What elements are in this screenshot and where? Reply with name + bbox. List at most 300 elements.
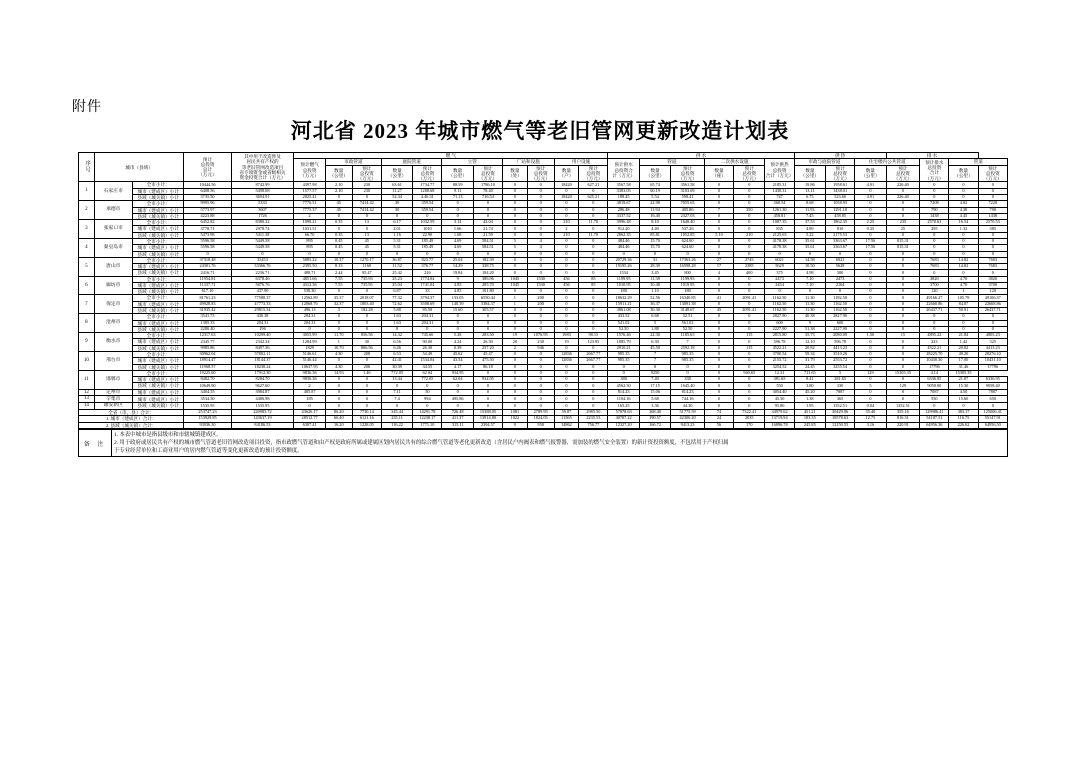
table-cell: 182.39 bbox=[473, 257, 502, 263]
table-cell: 0 bbox=[527, 396, 554, 403]
table-cell: 400 bbox=[734, 270, 765, 276]
table-cell: 200 bbox=[527, 301, 554, 307]
header-water-secondary: 二次供水设施 bbox=[704, 159, 765, 165]
table-cell: 0 bbox=[978, 245, 1007, 251]
table-cell: 1.50 bbox=[855, 333, 886, 339]
table-cell: 1.88 bbox=[639, 326, 670, 332]
table-cell: 0 bbox=[503, 358, 528, 364]
table-cell: 0 bbox=[527, 220, 554, 226]
table-cell: 165.25 bbox=[608, 403, 639, 410]
table-cell: 0 bbox=[855, 282, 886, 288]
table-cell: 0 bbox=[886, 276, 920, 282]
table-cell: 0 bbox=[920, 251, 949, 257]
table-cell: 6378.46 bbox=[231, 276, 294, 282]
table-cell: 0 bbox=[704, 326, 733, 332]
row-sublabel: 城市（建成区）小计 bbox=[132, 282, 184, 288]
table-cell: 9250 bbox=[639, 370, 670, 376]
table-cell: 5.28 bbox=[442, 333, 473, 339]
table-cell: 45 bbox=[352, 245, 381, 251]
table-cell: 6.68 bbox=[639, 314, 670, 320]
row-sublabel: 县域（城关镇）小计 bbox=[132, 194, 184, 200]
table-cell: 2570.63 bbox=[920, 220, 949, 226]
table-cell: 4.45 bbox=[949, 213, 978, 219]
table-cell: 10.48 bbox=[639, 282, 670, 288]
table-cell: 7.40 bbox=[639, 377, 670, 383]
table-cell: 385 bbox=[978, 226, 1007, 232]
row-sublabel: 县域（城关镇）小计 bbox=[132, 308, 184, 314]
table-cell: 0 bbox=[325, 213, 352, 219]
table-cell: 5 bbox=[503, 238, 528, 244]
header-drain-pipe-qty: 数量 （公里） bbox=[949, 165, 978, 182]
table-cell: 16340.85 bbox=[671, 295, 705, 301]
table-cell: 4.91 bbox=[855, 182, 886, 188]
table-cell: 0 bbox=[826, 289, 855, 295]
table-cell: 0 bbox=[886, 232, 920, 238]
table-cell: 0 bbox=[352, 314, 381, 320]
table-cell: 77588.37 bbox=[231, 295, 294, 301]
table-cell: 77.32 bbox=[381, 295, 412, 301]
table-cell: 0 bbox=[886, 358, 920, 364]
table-cell: 1098.21 bbox=[294, 220, 325, 226]
table-cell: 0 bbox=[886, 213, 920, 219]
table-cell: 523.60 bbox=[826, 194, 855, 200]
table-cell: 12836 bbox=[554, 352, 579, 358]
table-cell: 19.84 bbox=[442, 270, 473, 276]
table-cell: 3337.52 bbox=[608, 213, 639, 219]
table-cell: 0 bbox=[352, 403, 381, 410]
table-cell: 0 bbox=[949, 320, 978, 326]
table-cell: 286.48 bbox=[608, 207, 639, 213]
table-cell: 8742.99 bbox=[231, 182, 294, 188]
table-cell: 11565 bbox=[554, 416, 579, 422]
table-cell: 0 bbox=[554, 308, 579, 314]
table-cell: 4.82 bbox=[949, 201, 978, 207]
table-cell: 0 bbox=[554, 207, 579, 213]
table-cell: 17796 bbox=[920, 364, 949, 370]
table-cell: 5876.76 bbox=[231, 282, 294, 288]
table-cell: 985.35 bbox=[671, 352, 705, 358]
table-cell: 0 bbox=[886, 201, 920, 207]
table-cell: 31.79 bbox=[794, 358, 825, 364]
table-cell: 0 bbox=[554, 301, 579, 307]
header-heat-total: 预计供热 总投资 合计（万元） bbox=[765, 159, 794, 182]
table-cell: 617.10 bbox=[184, 289, 231, 295]
table-cell: 0 bbox=[527, 270, 554, 276]
plan-table-container bbox=[78, 152, 1008, 429]
table-cell: 985.35 bbox=[608, 358, 639, 364]
table-cell: 0 bbox=[734, 396, 765, 403]
table-cell: 3148.67 bbox=[671, 308, 705, 314]
table-cell: 30 bbox=[352, 339, 381, 345]
table-cell: 95.80 bbox=[765, 403, 794, 410]
row-index: 7 bbox=[79, 295, 95, 314]
table-cell: 0 bbox=[734, 377, 765, 383]
table-cell: 747 bbox=[765, 194, 794, 200]
table-cell: 1.68 bbox=[442, 232, 473, 238]
table-cell: 2416.71 bbox=[184, 270, 231, 276]
table-cell: 0 bbox=[473, 213, 502, 219]
table-cell: 182.28 bbox=[352, 308, 381, 314]
header-gas-riser: 立管 bbox=[442, 159, 503, 165]
table-cell: 6.53 bbox=[381, 352, 412, 358]
table-cell: 4223.88 bbox=[184, 213, 231, 219]
table-cell: 355.16 bbox=[886, 409, 920, 415]
row-sublabel: 城市（建成区）小计 bbox=[132, 339, 184, 345]
header-gas-riser-qty: 数量 （公里） bbox=[442, 165, 473, 182]
table-cell: 584.51 bbox=[473, 245, 502, 251]
header-water-group: 供 水 bbox=[608, 153, 794, 159]
row-sublabel: 县域（城关镇）小计 bbox=[132, 289, 184, 295]
table-cell: 2327.03 bbox=[671, 213, 705, 219]
table-cell: 0 bbox=[855, 270, 886, 276]
table-cell: 0 bbox=[704, 245, 733, 251]
row-sublabel: 县域（城关镇）小计 bbox=[132, 251, 184, 257]
table-cell: 3 bbox=[325, 308, 352, 314]
table-cell: 29815.34 bbox=[231, 308, 294, 314]
table-cell: 3778.71 bbox=[184, 226, 231, 232]
table-cell: 0.45 bbox=[325, 245, 352, 251]
table-cell: 78.40 bbox=[473, 188, 502, 194]
table-cell: 895 bbox=[294, 238, 325, 244]
table-cell: 32.37 bbox=[325, 301, 352, 307]
table-cell: 5 bbox=[855, 383, 886, 389]
table-cell: 12317.63 bbox=[184, 333, 231, 339]
table-cell: 49106.37 bbox=[978, 295, 1007, 301]
total-label: 全省（市、县）合计： bbox=[79, 409, 184, 415]
table-cell: 0 bbox=[527, 326, 554, 332]
table-cell: 0 bbox=[381, 251, 412, 257]
row-index: 12 bbox=[79, 389, 95, 396]
table-cell: 28512.77 bbox=[294, 416, 325, 422]
table-cell: 2827.90 bbox=[765, 314, 794, 320]
table-cell: 45.50 bbox=[765, 396, 794, 403]
table-cell: 10444.56 bbox=[184, 182, 231, 188]
table-cell: 0 bbox=[231, 251, 294, 257]
table-cell: 11.30 bbox=[794, 295, 825, 301]
table-cell: 230 bbox=[527, 339, 554, 345]
table-cell: 26437.71 bbox=[920, 308, 949, 314]
table-cell: 958 bbox=[527, 422, 554, 428]
table-cell: 0 bbox=[527, 257, 554, 263]
table-cell: 1031.51 bbox=[294, 226, 325, 232]
row-index: 13 bbox=[79, 396, 95, 403]
table-cell: 0 bbox=[442, 251, 473, 257]
table-cell: 129 bbox=[886, 383, 920, 389]
table-cell: 31.46 bbox=[949, 364, 978, 370]
table-cell: 7 bbox=[704, 207, 733, 213]
table-cell: 9 bbox=[794, 320, 825, 326]
table-cell: 50.91 bbox=[949, 308, 978, 314]
table-cell: 0 bbox=[920, 326, 949, 332]
table-cell: 5 bbox=[639, 320, 670, 326]
table-cell: 0 bbox=[920, 314, 949, 320]
table-cell: 0 bbox=[855, 276, 886, 282]
table-cell: 4895.22 bbox=[920, 333, 949, 339]
table-cell: 9627.60 bbox=[231, 383, 294, 389]
table-cell: 45 bbox=[704, 308, 733, 314]
table-cell: 624.60 bbox=[671, 245, 705, 251]
table-cell: 0 bbox=[920, 245, 949, 251]
table-cell: 5.31 bbox=[381, 238, 412, 244]
table-cell: 0 bbox=[734, 389, 765, 396]
table-cell: 0 bbox=[503, 352, 528, 358]
table-cell: 9058.00 bbox=[920, 383, 949, 389]
table-cell: 36.30 bbox=[639, 308, 670, 314]
table-cell: 0 bbox=[734, 326, 765, 332]
table-cell: 305.57 bbox=[473, 308, 502, 314]
table-cell: 0 bbox=[503, 289, 528, 295]
table-cell: 0 bbox=[413, 383, 442, 389]
table-cell: 57802.11 bbox=[231, 352, 294, 358]
header-gas-city-pipe: 市政管道 bbox=[325, 159, 381, 165]
table-cell: 12.10 bbox=[794, 339, 825, 345]
table-cell: 4.30 bbox=[325, 352, 352, 358]
table-cell: 0 bbox=[704, 377, 733, 383]
table-cell: 21.74 bbox=[473, 226, 502, 232]
table-cell: 5 bbox=[826, 370, 855, 376]
table-cell: 35.73 bbox=[794, 333, 825, 339]
table-cell: 458.85 bbox=[826, 213, 855, 219]
table-cell: 19225.60 bbox=[184, 370, 231, 376]
row-city: 保定市 bbox=[94, 295, 132, 314]
table-cell: 5.54 bbox=[639, 194, 670, 200]
table-cell: 3819.67 bbox=[608, 201, 639, 207]
header-gas-total: 预计燃气 总投资 （万元） bbox=[294, 159, 325, 182]
table-cell: 81761.23 bbox=[184, 295, 231, 301]
table-cell: 0 bbox=[734, 352, 765, 358]
table-cell: 22.30 bbox=[639, 333, 670, 339]
table-cell: 0 bbox=[503, 251, 528, 257]
table-cell: 0 bbox=[704, 226, 733, 232]
table-cell: 0 bbox=[855, 201, 886, 207]
table-cell: 28.39 bbox=[639, 264, 670, 270]
table-cell: 1.63 bbox=[381, 314, 412, 320]
table-cell: 0 bbox=[473, 326, 502, 332]
table-cell: 13 bbox=[352, 232, 381, 238]
table-cell: 15385.35 bbox=[949, 370, 978, 376]
table-cell: 0 bbox=[503, 320, 528, 326]
table-cell: 3383.05 bbox=[608, 188, 639, 194]
table-cell: 19.86 bbox=[794, 182, 825, 188]
table-cell: 488.71 bbox=[294, 270, 325, 276]
table-cell: 0 bbox=[554, 314, 579, 320]
table-cell: 12562.89 bbox=[294, 295, 325, 301]
table-cell: 0 bbox=[352, 251, 381, 257]
row-city: 邯郸市 bbox=[94, 370, 132, 389]
table-cell: 0 bbox=[886, 308, 920, 314]
table-cell: 0 bbox=[554, 188, 579, 194]
table-cell: 62.04 bbox=[413, 370, 442, 376]
table-cell: 386.96 bbox=[473, 276, 502, 282]
row-city: 辛集市 bbox=[94, 396, 132, 403]
table-cell: 0 bbox=[855, 345, 886, 351]
table-cell: 1958.61 bbox=[826, 182, 855, 188]
table-cell: 0 bbox=[503, 201, 528, 207]
table-cell: 253747.23 bbox=[184, 409, 231, 415]
table-cell: 185.49 bbox=[413, 238, 442, 244]
table-cell: 0 bbox=[579, 320, 608, 326]
table-cell: 2 bbox=[554, 226, 579, 232]
header-gas-user-qty: 数量 （户） bbox=[554, 165, 579, 182]
table-cell: 4 bbox=[527, 245, 554, 251]
table-cell: 3363.67 bbox=[826, 245, 855, 251]
row-city: 衡水市 bbox=[94, 333, 132, 352]
table-cell: 1774.04 bbox=[413, 276, 442, 282]
table-cell: 0 bbox=[527, 364, 554, 370]
note-line-2: 2. 用于政府或居民共有产权的城市燃气管道老旧管网改造项目投资，指市政燃气管道和由产权是政府所属或建属区划内居民共有的综合燃气管道等老化更新改造（含居民户内阀表和燃气报警器，需加装的燃气安全装置）的新计资投资额度，不包括用于产权归属 bbox=[114, 440, 729, 447]
table-cell: 0 bbox=[704, 276, 733, 282]
table-cell: 625.21 bbox=[579, 194, 608, 200]
table-cell: 1270.17 bbox=[352, 257, 381, 263]
table-cell: 0 bbox=[886, 257, 920, 263]
table-cell: 0 bbox=[579, 289, 608, 295]
table-cell: 0 bbox=[442, 213, 473, 219]
table-cell: 2035 bbox=[734, 416, 765, 422]
table-cell: 0 bbox=[949, 270, 978, 276]
table-cell: 52.56 bbox=[639, 295, 670, 301]
table-cell: 0 bbox=[527, 377, 554, 383]
row-index: 11 bbox=[79, 370, 95, 389]
table-cell: 50 bbox=[413, 389, 442, 396]
table-cell: 0 bbox=[704, 339, 733, 345]
table-cell: 19 bbox=[503, 333, 528, 339]
table-cell: 17.15 bbox=[639, 383, 670, 389]
table-cell: 3700 bbox=[978, 282, 1007, 288]
table-cell: 35.61 bbox=[794, 238, 825, 244]
table-cell: 0 bbox=[503, 389, 528, 396]
table-cell: 3567.58 bbox=[608, 182, 639, 188]
table-cell: 71.13 bbox=[442, 194, 473, 200]
table-cell: 1648.40 bbox=[671, 220, 705, 226]
table-cell: 14.58 bbox=[794, 257, 825, 263]
table-cell: 0 bbox=[671, 251, 705, 257]
table-cell: 0 bbox=[442, 314, 473, 320]
table-cell: 4 bbox=[527, 238, 554, 244]
table-cell: 56 bbox=[704, 422, 733, 428]
table-cell: 600 bbox=[765, 320, 794, 326]
table-cell: 0 bbox=[527, 383, 554, 389]
table-cell: 295 bbox=[920, 226, 949, 232]
table-cell: 0 bbox=[527, 201, 554, 207]
table-cell: 0 bbox=[855, 295, 886, 301]
table-cell: 129986.41 bbox=[920, 409, 949, 415]
table-cell: 133.05 bbox=[442, 295, 473, 301]
table-cell: 21.87 bbox=[949, 377, 978, 383]
table-cell: 85 bbox=[579, 276, 608, 282]
table-cell: 120 bbox=[920, 289, 949, 295]
table-cell: 6387.41 bbox=[294, 422, 325, 428]
table-cell: 7776.51 bbox=[294, 201, 325, 207]
table-cell: 0 bbox=[855, 326, 886, 332]
table-cell: 1862.35 bbox=[826, 220, 855, 226]
table-cell: 7683 bbox=[920, 257, 949, 263]
table-cell: 1162.50 bbox=[826, 308, 855, 314]
table-cell: 0 bbox=[734, 320, 765, 326]
table-cell: 2185.31 bbox=[765, 182, 794, 188]
table-cell: 11.30 bbox=[794, 301, 825, 307]
row-sublabel: 全市小计： bbox=[132, 352, 184, 358]
table-cell: 84.87 bbox=[949, 301, 978, 307]
table-cell: 0 bbox=[920, 320, 949, 326]
table-cell: 0 bbox=[579, 370, 608, 376]
table-cell: 0 bbox=[294, 403, 325, 410]
table-cell: 0 bbox=[734, 182, 765, 188]
table-cell: 3541.73 bbox=[184, 314, 231, 320]
table-cell: 4562.30 bbox=[608, 383, 639, 389]
table-cell: 7.11 bbox=[381, 389, 412, 396]
table-cell: 15305.35 bbox=[886, 370, 920, 376]
table-cell: 0 bbox=[527, 358, 554, 364]
row-sublabel: 城市（建成区）小计 bbox=[132, 358, 184, 364]
table-cell: 0 bbox=[473, 314, 502, 320]
table-cell: 9 bbox=[442, 276, 473, 282]
table-cell: 895 bbox=[294, 245, 325, 251]
table-cell: 54.49 bbox=[413, 352, 442, 358]
table-cell: 9.11 bbox=[442, 188, 473, 194]
table-cell: 5384.37 bbox=[473, 301, 502, 307]
table-cell: 0 bbox=[503, 308, 528, 314]
row-sublabel: 城市（建成区）小计 bbox=[132, 264, 184, 270]
table-cell: 0 bbox=[734, 403, 765, 410]
table-cell: 115 bbox=[734, 333, 765, 339]
table-cell: 0 bbox=[503, 314, 528, 320]
table-cell: 2.01 bbox=[381, 226, 412, 232]
table-cell: 1052.85 bbox=[671, 232, 705, 238]
table-cell: 0 bbox=[671, 364, 705, 370]
table-cell: 0 bbox=[949, 232, 978, 238]
table-cell: 42.41 bbox=[381, 358, 412, 364]
table-cell: 15.60 bbox=[442, 308, 473, 314]
table-cell: 9836.36 bbox=[294, 370, 325, 376]
table-cell: 940.65 bbox=[734, 370, 765, 376]
table-cell: 1771.10 bbox=[413, 422, 442, 428]
table-cell: 550 bbox=[920, 396, 949, 403]
note-line-3: 于专业经营单位和工商业用户的居内燃气管道等变化更新改造的预计投资额度。 bbox=[114, 448, 303, 455]
table-cell: 180 bbox=[608, 289, 639, 295]
table-cell: 0 bbox=[949, 326, 978, 332]
table-cell: 538.30 bbox=[294, 289, 325, 295]
table-cell: 2978.74 bbox=[231, 226, 294, 232]
table-cell: 226.40 bbox=[886, 194, 920, 200]
table-cell: 0 bbox=[704, 188, 733, 194]
table-cell: 7322.41 bbox=[734, 409, 765, 415]
table-cell: 0.35 bbox=[855, 226, 886, 232]
table-cell: 20 bbox=[503, 339, 528, 345]
table-cell: 9413.23 bbox=[671, 422, 705, 428]
table-cell: 1160 bbox=[352, 264, 381, 270]
table-cell: 41 bbox=[704, 295, 733, 301]
table-cell: 45 bbox=[325, 207, 352, 213]
table-cell: 210 bbox=[734, 232, 765, 238]
row-city: 张家口市 bbox=[94, 220, 132, 239]
table-cell: 0 bbox=[734, 289, 765, 295]
table-cell: 0 bbox=[554, 403, 579, 410]
table-cell: 5333 bbox=[231, 201, 294, 207]
table-cell: 6336.95 bbox=[920, 377, 949, 383]
table-cell: 0 bbox=[352, 326, 381, 332]
table-cell: 43.54 bbox=[442, 358, 473, 364]
table-cell: 285.70 bbox=[473, 282, 502, 288]
table-cell: 0 bbox=[886, 326, 920, 332]
table-cell: 33366.76 bbox=[231, 264, 294, 270]
header-heat-city-amt: 预计 总投资 （万元） bbox=[826, 165, 855, 182]
table-cell: 376.77 bbox=[413, 264, 442, 270]
table-cell: 0 bbox=[503, 257, 528, 263]
table-cell: 814.23 bbox=[608, 389, 639, 396]
table-cell: 934.95 bbox=[442, 370, 473, 376]
table-cell: 10649.90 bbox=[184, 383, 231, 389]
table-cell: 5629 bbox=[765, 264, 794, 270]
